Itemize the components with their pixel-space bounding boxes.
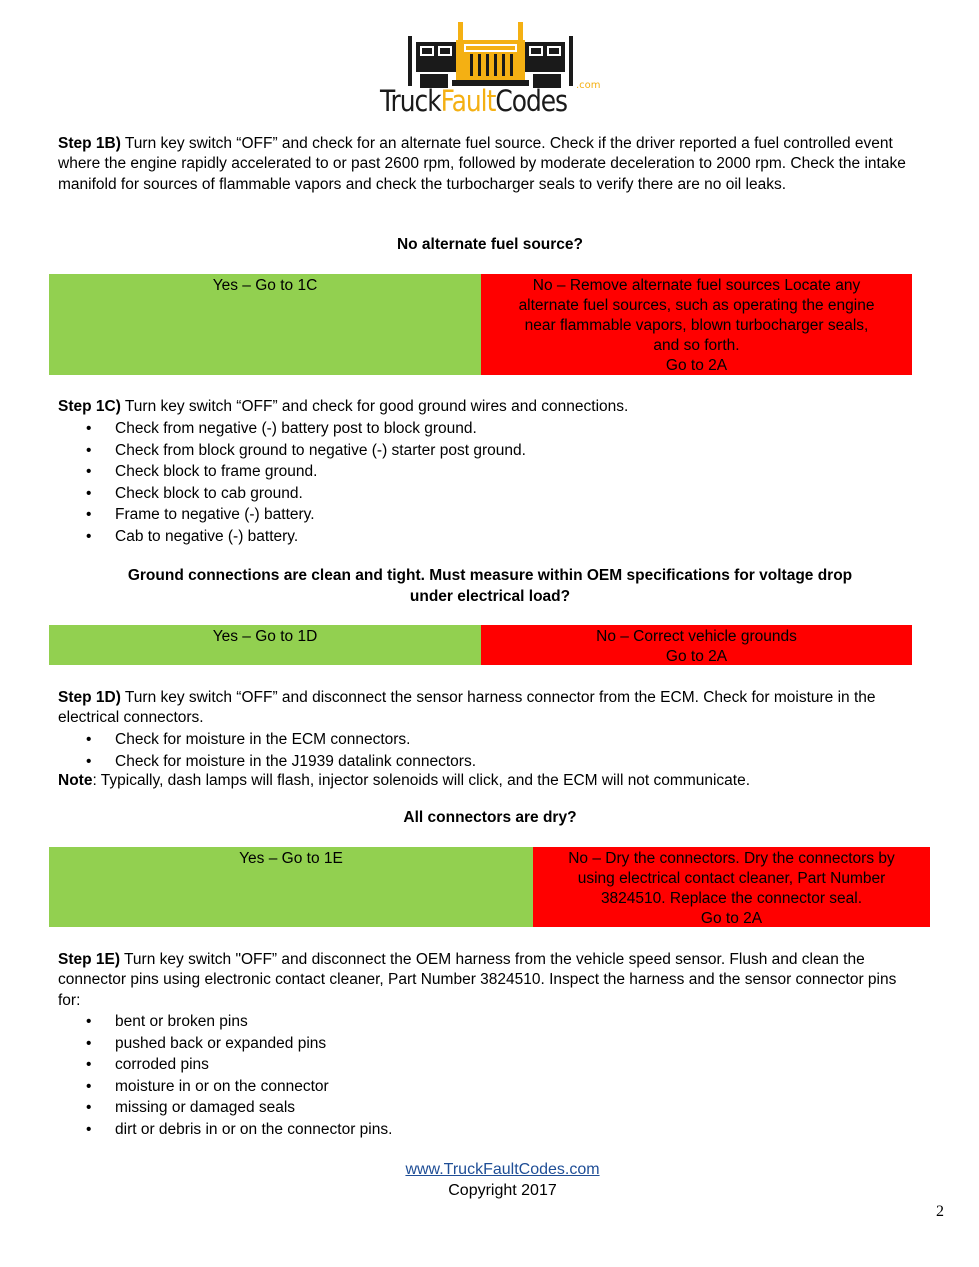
truckfaultcodes-logo: [378, 22, 603, 128]
step-1c-question-line: Ground connections are clean and tight. Must measure within OEM specifications for voltage drop: [127, 567, 853, 584]
step-1c-label: Step 1C): [58, 398, 121, 415]
logo-text-fault: Fault: [440, 84, 496, 118]
logo-text-codes: Codes: [495, 84, 568, 118]
step-1b-no-line: and so forth.: [653, 337, 740, 354]
step-1d-paragraph: [58, 688, 918, 729]
step-1b-no-line: Go to 2A: [665, 357, 728, 374]
step-1e-text: Turn key switch "OFF” and disconnect the OEM harness from the vehicle speed sensor. Flush and clean the connector pins using electronic contact cleaner, Part Number 3824510. Inspect the harness and the sensor connector pins for:: [58, 951, 897, 1009]
step-1c-no-cell: [481, 625, 912, 665]
list-item: • Check from negative (-) battery post to block ground.: [58, 418, 526, 440]
step-1b-no-cell: [481, 274, 912, 375]
step-1d-no-line: Go to 2A: [700, 910, 763, 927]
step-1d-label: Step 1D): [58, 689, 121, 706]
step-1c-checklist: [58, 418, 526, 547]
step-1b-no-line: alternate fuel sources, such as operating the engine: [518, 297, 875, 314]
list-item: • Frame to negative (-) battery.: [58, 504, 526, 526]
step-1c-question-line: under electrical load?: [409, 588, 571, 605]
step-1c-yes-cell: Yes – Go to 1D: [49, 625, 481, 665]
step-1d-text: Turn key switch “OFF” and disconnect the sensor harness connector from the ECM. Check for moisture in the electrical connectors.: [58, 689, 876, 727]
list-item: • missing or damaged seals: [58, 1097, 392, 1119]
step-1b-decision-table: [49, 274, 912, 375]
list-item: • Check for moisture in the ECM connectors.: [58, 729, 476, 751]
logo-com-suffix: .com: [576, 80, 601, 91]
step-1d-yes-cell: Yes – Go to 1E: [49, 847, 533, 927]
step-1b-text: Turn key switch “OFF” and check for an alternate fuel source. Check if the driver reported a fuel controlled event where the engine rapidly accelerated to or past 2600 rpm, followed by moderate deceleration to 2000 rpm. Check the intake manifold for sources of flammable vapors and check the turbocharger seals to verify there are no oil leaks.: [58, 135, 906, 193]
list-item: • Check from block ground to negative (-) starter post ground.: [58, 440, 526, 462]
step-1e-checklist: [58, 1011, 392, 1140]
list-item: • pushed back or expanded pins: [58, 1033, 392, 1055]
step-1b-no-line: near flammable vapors, blown turbocharger seals,: [524, 317, 869, 334]
step-1c-question: [40, 565, 940, 607]
step-1e-paragraph: [58, 950, 918, 1011]
note-label: Note: [58, 772, 93, 789]
step-1d-no-line: No – Dry the connectors. Dry the connectors by: [568, 850, 895, 867]
list-item: • Check block to cab ground.: [58, 483, 526, 505]
list-item: • bent or broken pins: [58, 1011, 392, 1033]
logo-text-truck: Truck: [380, 84, 441, 118]
step-1b-question: No alternate fuel source?: [396, 236, 584, 253]
step-1e-label: Step 1E): [58, 951, 121, 968]
step-1d-note: [58, 771, 918, 791]
step-1d-no-cell: [533, 847, 930, 927]
step-1d-no-line: using electrical contact cleaner, Part Number: [577, 870, 886, 887]
semi-truck-grille-icon: [408, 22, 573, 90]
logo-wordmark: [380, 84, 567, 118]
step-1b-label: Step 1B): [58, 135, 121, 152]
step-1c-paragraph: [58, 397, 918, 417]
note-text: : Typically, dash lamps will flash, injector solenoids will click, and the ECM will not communicate.: [92, 772, 751, 789]
footer-website-link[interactable]: www.TruckFaultCodes.com: [405, 1161, 600, 1178]
step-1c-no-line: Go to 2A: [665, 648, 728, 665]
list-item: • Cab to negative (-) battery.: [58, 526, 526, 548]
list-item: • corroded pins: [58, 1054, 392, 1076]
list-item: • moisture in or on the connector: [58, 1076, 392, 1098]
page-number: 2: [936, 1203, 944, 1220]
step-1c-decision-table: [49, 625, 912, 665]
list-item: • Check for moisture in the J1939 datalink connectors.: [58, 751, 476, 773]
step-1b-yes-cell: Yes – Go to 1C: [49, 274, 481, 375]
step-1b-paragraph: [58, 134, 918, 195]
step-1d-question: All connectors are dry?: [403, 809, 577, 826]
footer-copyright: Copyright 2017: [448, 1182, 557, 1199]
list-item: • dirt or debris in or on the connector pins.: [58, 1119, 392, 1141]
step-1c-text: Turn key switch “OFF” and check for good ground wires and connections.: [120, 398, 629, 415]
step-1b-no-line: No – Remove alternate fuel sources Locate any: [532, 277, 861, 294]
step-1c-no-line: No – Correct vehicle grounds: [596, 628, 797, 645]
step-1d-checklist: [58, 729, 476, 772]
list-item: • Check block to frame ground.: [58, 461, 526, 483]
step-1d-decision-table: [49, 847, 930, 927]
step-1d-no-line: 3824510. Replace the connector seal.: [600, 890, 863, 907]
